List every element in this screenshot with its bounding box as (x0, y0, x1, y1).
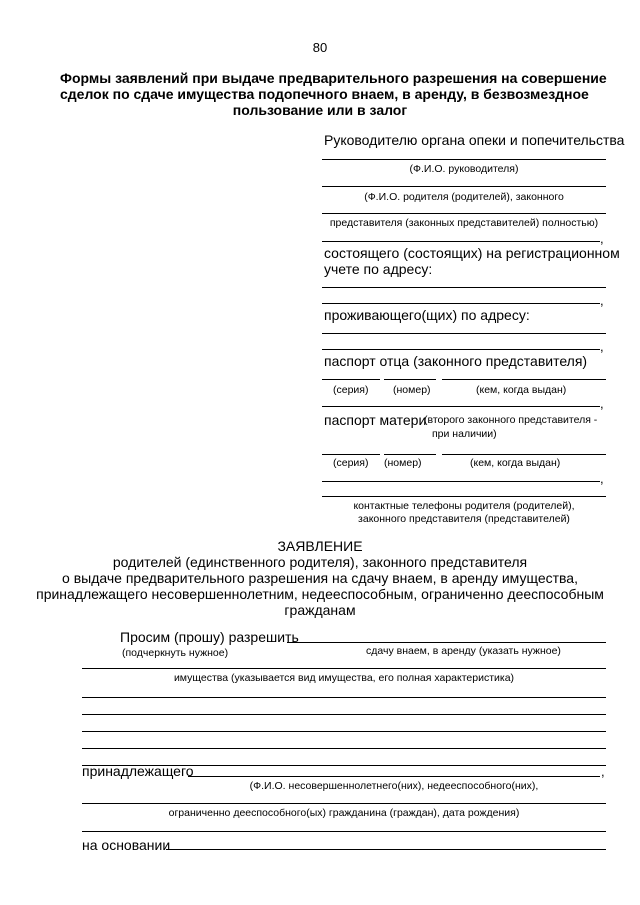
statement-sub-1: родителей (единственного родителя), законного представителя (112, 554, 528, 570)
document-title-line-3: пользование или в залог (232, 102, 408, 118)
property-line[interactable] (82, 668, 606, 669)
addressee-label: Руководителю органа опеки и попечительства (324, 132, 625, 148)
options-hint: сдачу внаем, в аренду (указать нужное) (366, 645, 561, 657)
statement-sub-2: о выдаче предварительного разрешения на сдачу внаем, в аренду имущества, (62, 570, 578, 586)
underline-hint: (подчеркнуть нужное) (122, 647, 229, 659)
property-line-2[interactable] (82, 697, 606, 698)
father-passport-line-2[interactable] (322, 406, 600, 407)
mother-hint-1: (второго законного представителя - (424, 414, 598, 426)
mother-hint-2: при наличии) (432, 428, 497, 440)
belonging-line[interactable] (188, 776, 600, 777)
document-title-line-1: Формы заявлений при выдаче предварительного разрешения на совершение (60, 70, 607, 86)
father-number-line[interactable] (384, 379, 436, 380)
mother-issued-line[interactable] (442, 454, 606, 455)
father-series-hint: (серия) (333, 384, 369, 396)
fio-head-line[interactable] (322, 159, 606, 160)
limited-line[interactable] (82, 803, 606, 804)
fio-parent-hint-1: (Ф.И.О. родителя (родителей), законного (364, 191, 564, 203)
basis-label: на основании (82, 837, 171, 853)
property-line-5[interactable] (82, 748, 606, 749)
property-line-3[interactable] (82, 714, 606, 715)
property-line-4[interactable] (82, 731, 606, 732)
fio-parent-line-3[interactable] (322, 241, 600, 242)
mother-series-hint: (серия) (333, 457, 369, 469)
comma: , (600, 396, 604, 411)
registered-address-line-2[interactable] (322, 303, 600, 304)
fio-parent-line-1[interactable] (322, 186, 606, 187)
blank-line[interactable] (82, 831, 606, 832)
property-hint: имущества (указывается вид имущества, его полная характеристика) (173, 672, 515, 684)
residing-address-line-2[interactable] (322, 349, 600, 350)
document-title-line-2: сделок по сдаче имущества подопечного внаем, в аренду, в безвозмездное (60, 86, 589, 102)
comma: , (600, 231, 604, 246)
limited-hint: ограниченно дееспособного(ых) гражданина (граждан), дата рождения) (168, 807, 520, 819)
comma: , (600, 293, 604, 308)
registered-label-1: состоящего (состоящих) на регистрационном (324, 245, 620, 261)
comma: , (600, 471, 604, 486)
phones-line[interactable] (322, 496, 606, 497)
page-number: 80 (312, 40, 328, 55)
request-label: Просим (прошу) разрешить (120, 629, 299, 645)
mother-series-line[interactable] (322, 454, 380, 455)
statement-sub-3: принадлежащего несовершеннолетним, недееспособным, ограниченно дееспособным (36, 586, 604, 602)
father-issued-line[interactable] (442, 379, 606, 380)
statement-sub-4: гражданам (284, 602, 356, 618)
passport-mother-label: паспорт матери (324, 412, 427, 428)
phones-hint-1: контактные телефоны родителя (родителей), (353, 500, 575, 512)
comma: , (600, 339, 604, 354)
residing-label: проживающего(щих) по адресу: (324, 307, 530, 323)
belonging-label: принадлежащего (82, 763, 194, 779)
fio-head-hint: (Ф.И.О. руководителя) (409, 163, 519, 175)
father-issued-hint: (кем, когда выдан) (476, 384, 567, 396)
request-line[interactable] (287, 642, 606, 643)
residing-address-line-1[interactable] (322, 333, 606, 334)
father-number-hint: (номер) (393, 384, 431, 396)
comma: , (601, 764, 605, 779)
passport-father-label: паспорт отца (законного представителя) (324, 353, 588, 369)
fio-parent-hint-2: представителя (законных представителей) полностью) (329, 217, 599, 229)
statement-heading: ЗАЯВЛЕНИЕ (277, 538, 363, 554)
mother-number-line[interactable] (384, 454, 436, 455)
father-series-line[interactable] (322, 379, 380, 380)
mother-passport-line-2[interactable] (322, 481, 600, 482)
basis-line[interactable] (166, 849, 606, 850)
fio-parent-line-2[interactable] (322, 213, 606, 214)
registered-label-2: учете по адресу: (324, 261, 433, 277)
mother-issued-hint: (кем, когда выдан) (470, 457, 561, 469)
minor-hint: (Ф.И.О. несовершеннолетнего(них), недееспособного(них), (249, 780, 539, 792)
mother-number-hint: (номер) (384, 457, 422, 469)
phones-hint-2: законного представителя (представителей) (358, 513, 570, 525)
registered-address-line-1[interactable] (322, 287, 606, 288)
